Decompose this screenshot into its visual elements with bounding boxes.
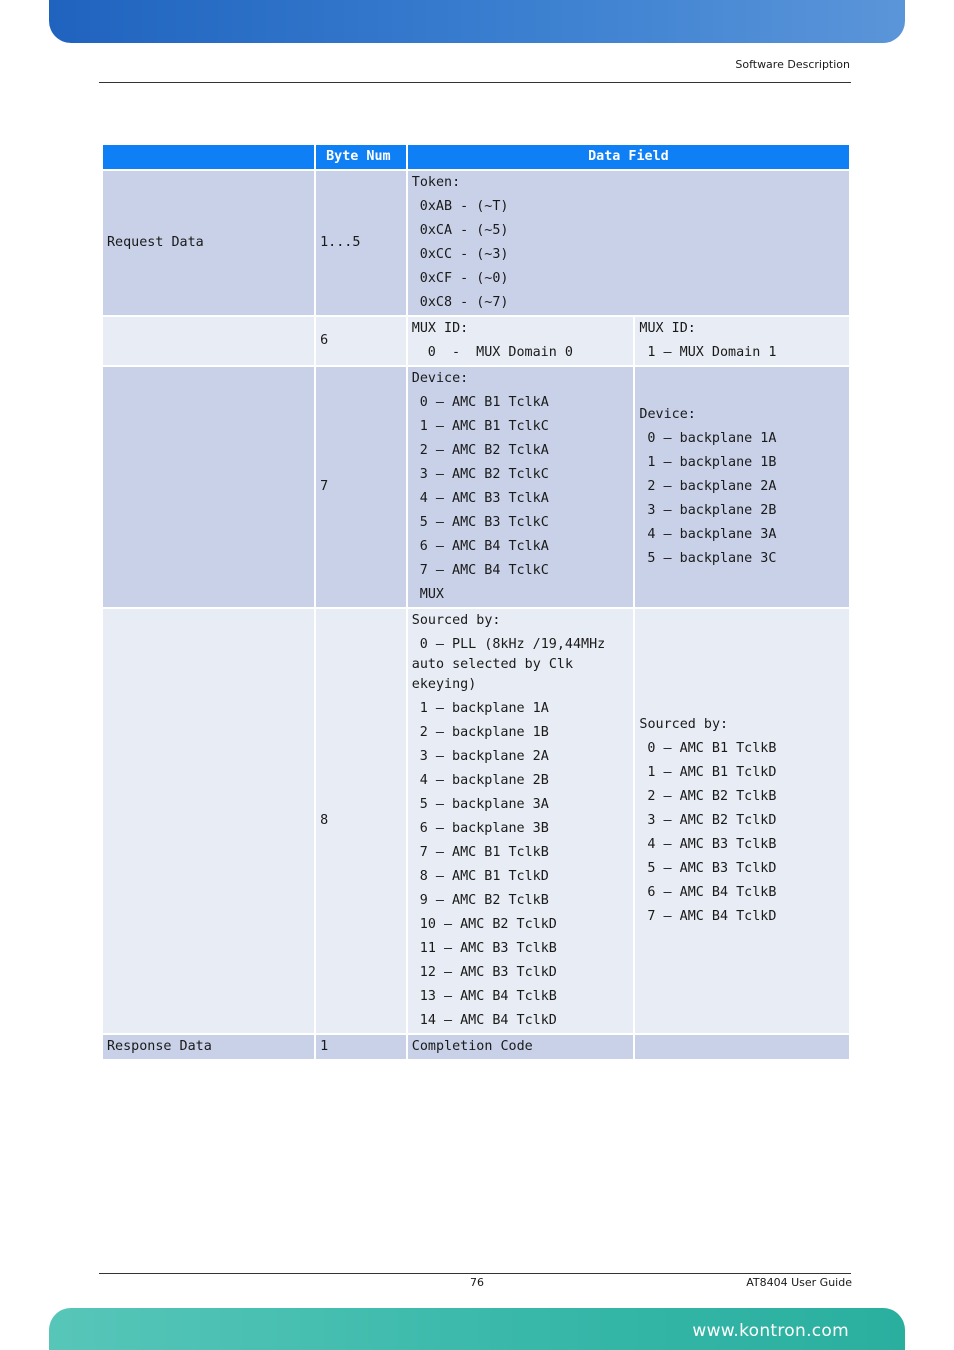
sourced-left-cell — [408, 609, 634, 1033]
page-number: 76 — [470, 1276, 484, 1289]
sourced-line: 5 – backplane 3A — [419, 797, 549, 812]
device-line: 4 – backplane 3A — [647, 527, 777, 542]
sourced-line: 9 – AMC B2 TclkB — [419, 893, 549, 908]
sourced-line: 0 – AMC B1 TclkB — [647, 741, 777, 756]
token-line: 0xC8 - (~7) — [419, 295, 509, 310]
sourced-label-empty — [103, 609, 314, 1033]
sourced-line: 6 – backplane 3B — [419, 821, 549, 836]
token-line: 0xCA - (~5) — [419, 223, 509, 238]
sourced-line: 10 – AMC B2 TclkD — [419, 917, 557, 932]
token-line: Token: — [411, 175, 461, 190]
response-field: Completion Code — [408, 1035, 634, 1059]
token-line: 0xCF - (~0) — [419, 271, 509, 286]
device-line: 0 – AMC B1 TclkA — [419, 395, 549, 410]
table-row-request — [103, 171, 849, 315]
website-link[interactable]: www.kontron.com — [692, 1321, 849, 1341]
header-rule — [99, 82, 851, 83]
device-line: Device: — [411, 371, 469, 386]
sourced-line: 13 – AMC B4 TclkB — [419, 989, 557, 1004]
sourced-line: 7 – AMC B1 TclkB — [419, 845, 549, 860]
mux-line: 1 – MUX Domain 1 — [647, 345, 777, 360]
header-cell-data-field: Data Field — [408, 145, 849, 169]
device-line: 2 – backplane 2A — [647, 479, 777, 494]
top-banner — [49, 0, 905, 43]
device-line: 0 – backplane 1A — [647, 431, 777, 446]
sourced-line: 2 – AMC B2 TclkB — [647, 789, 777, 804]
sourced-line: Sourced by: — [411, 613, 501, 628]
sourced-byte: 8 — [316, 609, 406, 1033]
command-table — [101, 143, 851, 1061]
device-line: Device: — [639, 407, 696, 422]
device-line: 1 – backplane 1B — [647, 455, 777, 470]
device-label-empty — [103, 367, 314, 607]
sourced-line: 1 – backplane 1A — [419, 701, 549, 716]
device-line: 4 – AMC B3 TclkA — [419, 491, 549, 506]
sourced-line: 11 – AMC B3 TclkB — [419, 941, 557, 956]
sourced-line: Sourced by: — [639, 717, 729, 732]
device-line: 5 – AMC B3 TclkC — [419, 515, 549, 530]
device-line: 6 – AMC B4 TclkA — [419, 539, 549, 554]
device-line: 3 – backplane 2B — [647, 503, 777, 518]
sourced-line: 7 – AMC B4 TclkD — [647, 909, 777, 924]
sourced-line: 0 – PLL (8kHz /19,44MHz auto selected by Clk ekeying) — [411, 637, 606, 692]
device-right-cell — [635, 367, 849, 607]
device-line: 2 – AMC B2 TclkA — [419, 443, 549, 458]
sourced-line: 8 – AMC B1 TclkD — [419, 869, 549, 884]
device-left-cell — [408, 367, 634, 607]
mux-line: MUX ID: — [639, 321, 696, 336]
mux-byte: 6 — [316, 317, 406, 365]
section-title: Software Description — [735, 58, 850, 71]
sourced-line: 5 – AMC B3 TclkD — [647, 861, 777, 876]
sourced-line: 4 – backplane 2B — [419, 773, 549, 788]
mux-label-empty — [103, 317, 314, 365]
header-cell-byte-num: Byte Num — [316, 145, 406, 169]
request-label: Request Data — [103, 171, 314, 315]
device-line: 5 – backplane 3C — [647, 551, 777, 566]
token-line: 0xCC - (~3) — [419, 247, 509, 262]
table-row-response — [103, 1035, 849, 1059]
sourced-line: 3 – AMC B2 TclkD — [647, 813, 777, 828]
token-cell — [408, 171, 849, 315]
response-label: Response Data — [103, 1035, 314, 1059]
sourced-right-cell — [635, 609, 849, 1033]
sourced-line: 4 – AMC B3 TclkB — [647, 837, 777, 852]
request-byte: 1...5 — [316, 171, 406, 315]
mux-right-cell — [635, 317, 849, 365]
device-byte: 7 — [316, 367, 406, 607]
sourced-line: 2 – backplane 1B — [419, 725, 549, 740]
sourced-line: 12 – AMC B3 TclkD — [419, 965, 557, 980]
mux-left-cell — [408, 317, 634, 365]
device-line: MUX — [419, 587, 444, 602]
sourced-line: 14 – AMC B4 TclkD — [419, 1013, 557, 1028]
table-row-sourced — [103, 609, 849, 1033]
sourced-line: 1 – AMC B1 TclkD — [647, 765, 777, 780]
device-line: 3 – AMC B2 TclkC — [419, 467, 549, 482]
document-title: AT8404 User Guide — [746, 1276, 852, 1289]
mux-line: 0 - MUX Domain 0 — [427, 345, 573, 360]
device-line: 1 – AMC B1 TclkC — [419, 419, 549, 434]
sourced-line: 6 – AMC B4 TclkB — [647, 885, 777, 900]
sourced-line: 3 – backplane 2A — [419, 749, 549, 764]
device-line: 7 – AMC B4 TclkC — [419, 563, 549, 578]
table-row-mux — [103, 317, 849, 365]
table-row-device — [103, 367, 849, 607]
token-line: 0xAB - (~T) — [419, 199, 509, 214]
mux-line: MUX ID: — [411, 321, 469, 336]
bottom-banner — [49, 1308, 905, 1350]
header-cell-empty — [103, 145, 314, 169]
response-empty — [635, 1035, 849, 1059]
footer-rule — [99, 1273, 851, 1274]
response-byte: 1 — [316, 1035, 406, 1059]
table-header-row — [103, 145, 849, 169]
